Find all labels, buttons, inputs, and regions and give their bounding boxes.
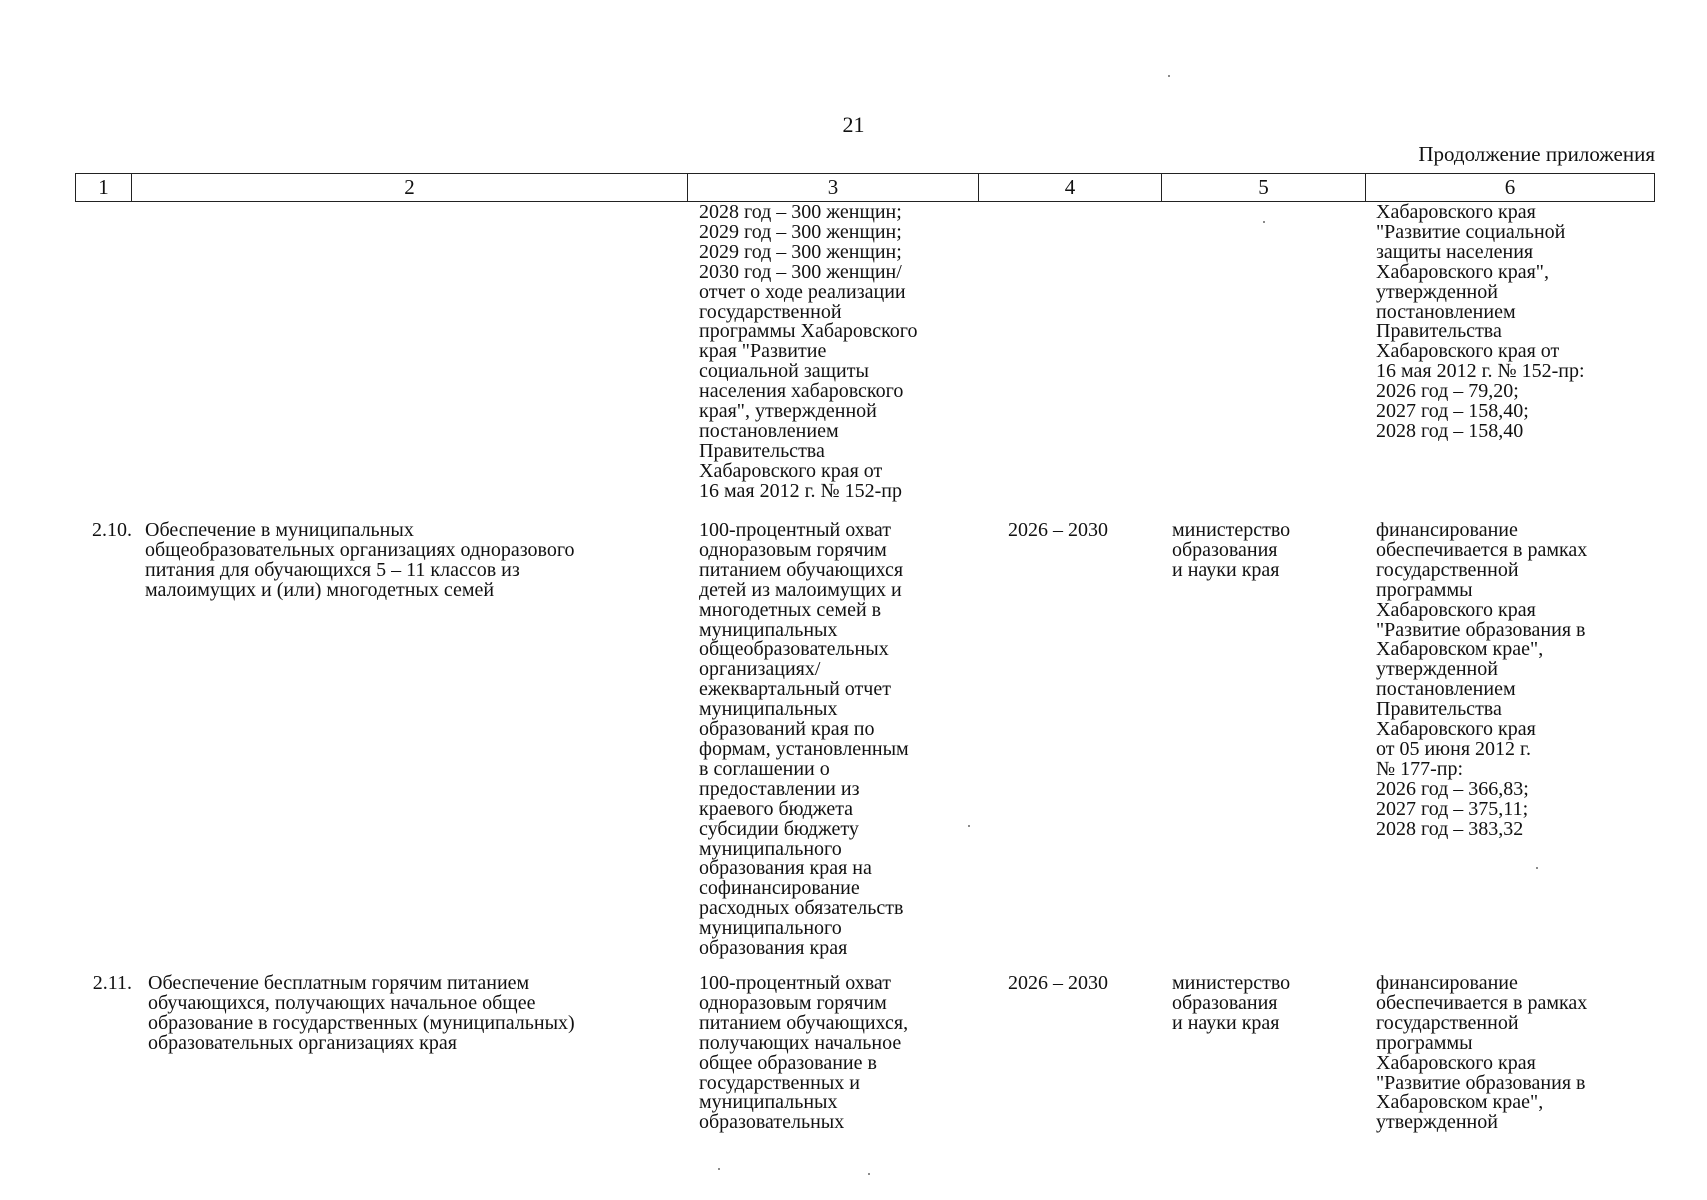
row-2-10-indicator: 100-процентный охват одноразовым горячим питанием обучающихся детей из малоимущих и многодетных семей в муниципальных общеобразовательных организациях/ ежеквартальный отчет муниципальных образований края по формам, установленным в соглашении о предоставлении из краевого бюджета субсидии бюджету муниципального образования края на софинансирование расходных обязательств муниципального образования края xyxy=(699,519,909,960)
row-2-11-executor: министерство образования и науки края xyxy=(1172,972,1291,1034)
page-number: 21 xyxy=(842,112,865,137)
header-col-3: 3 xyxy=(688,174,979,201)
header-col-6: 6 xyxy=(1504,175,1516,199)
row-2-10-name: Обеспечение в муниципальных общеобразовательных организациях одноразового питания для обучающихся 5 – 11 классов из малоимущих и (или) многодетных семей xyxy=(145,519,575,601)
row-2-11-indicator: 100-процентный охват одноразовым горячим питанием обучающихся, получающих начальное общее образование в государственных и муниципальных образовательных xyxy=(699,972,909,1134)
table-header-row xyxy=(75,173,1655,202)
row-2-11-period: 2026 – 2030 xyxy=(1008,972,1108,994)
row-2-11-number: 2.11. xyxy=(92,972,132,994)
header-col-4: 4 xyxy=(979,174,1162,201)
row-2-11-name: Обеспечение бесплатным горячим питанием обучающихся, получающих начальное общее образование в государственных (муниципальных) образовательных организациях края xyxy=(148,972,575,1054)
continuation-label: Продолжение приложения xyxy=(1418,142,1655,166)
header-col-1: 1 xyxy=(76,174,132,201)
row-2-10-executor: министерство образования и науки края xyxy=(1172,519,1291,581)
header-col-2: 2 xyxy=(132,174,688,201)
scan-speck xyxy=(1263,221,1265,223)
continued-row-indicator: 2028 год – 300 женщин; 2029 год – 300 женщин; 2029 год – 300 женщин; 2030 год – 300 женщин/ отчет о ходе реализации государственной программы Хабаровского края "Развитие социальной защиты населения хабаровского края", утвержденной постановлением Правительства Хабаровского края от 16 мая 2012 г. № 152-пр xyxy=(699,201,918,502)
scan-speck xyxy=(718,1168,720,1170)
scan-speck xyxy=(1536,867,1538,869)
scan-speck xyxy=(1168,75,1170,77)
scan-speck xyxy=(868,1173,870,1175)
row-2-10-financing: финансирование обеспечивается в рамках государственной программы Хабаровского края "Развитие образования в Хабаровском крае", утвержденной постановлением Правительства Хабаровского края от 05 июня 2012 г. № 177-пр: 2026 год – 366,83; 2027 год – 375,11; 2028 год – 383,32 xyxy=(1376,519,1588,840)
continued-row-financing: Хабаровского края "Развитие социальной защиты населения Хабаровского края", утвержденной постановлением Правительства Хабаровского края от 16 мая 2012 г. № 152-пр: 2026 год – 79,20; 2027 год – 158,40; 2028 год – 158,40 xyxy=(1376,201,1585,442)
row-2-10-period: 2026 – 2030 xyxy=(1008,519,1108,541)
row-2-11-financing: финансирование обеспечивается в рамках государственной программы Хабаровского края "Развитие образования в Хабаровском крае", утвержденной xyxy=(1376,972,1588,1134)
scan-speck xyxy=(968,825,970,827)
row-2-10-number: 2.10. xyxy=(92,519,132,541)
header-col-5: 5 xyxy=(1162,174,1366,201)
